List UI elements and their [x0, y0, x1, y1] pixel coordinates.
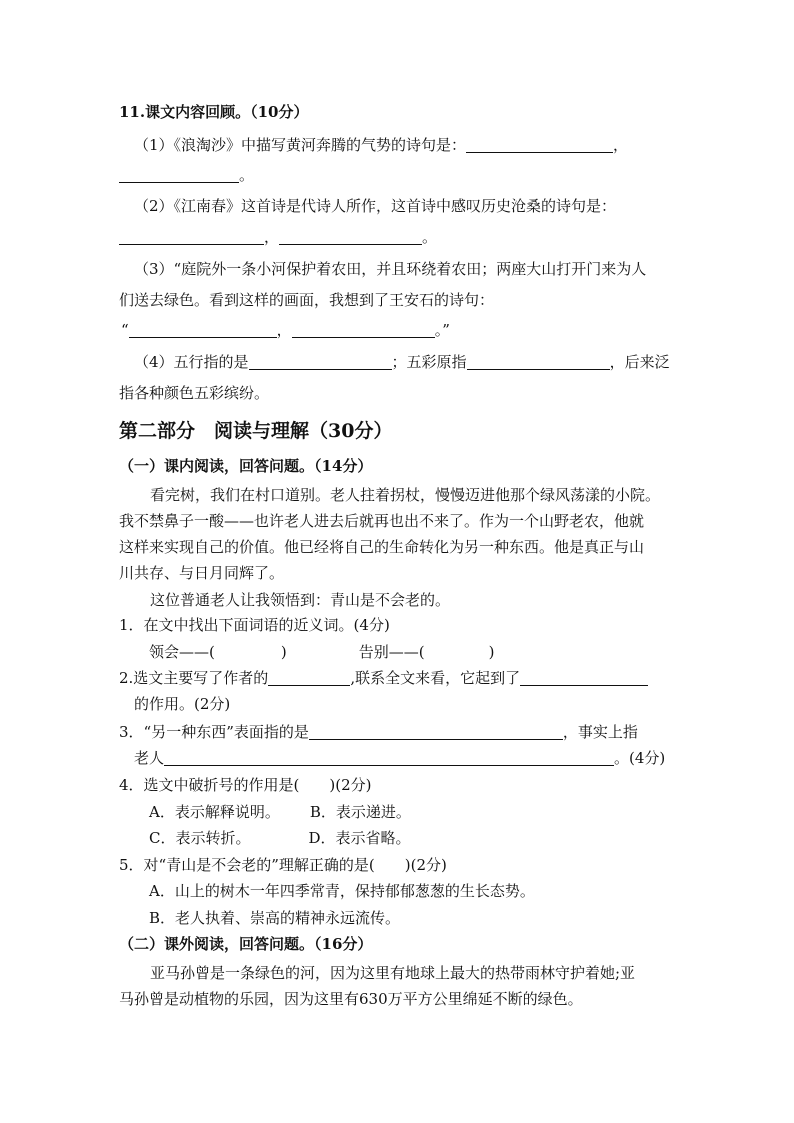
- q11-p4-text: ；五彩原指: [391, 353, 467, 371]
- q11-p2-line2: [119, 227, 437, 247]
- punct: 。: [239, 166, 255, 184]
- q11-title: 11.课文内容回顾。（10分）: [119, 103, 309, 121]
- q1-words: [149, 642, 494, 662]
- answer-blank[interactable]: [467, 353, 610, 370]
- paren: ): [488, 643, 495, 661]
- q3-line2: [134, 748, 665, 768]
- q3-text: 老人: [134, 749, 165, 767]
- q3-text: 。(4分): [614, 749, 666, 767]
- q11-p4-line1: [134, 352, 670, 372]
- sec2-title: （二）课外阅读，回答问题。（16分）: [119, 935, 373, 953]
- q4-options-row2: [149, 828, 411, 848]
- sec1-para-line: 我不禁鼻子一酸——也许老人进去后就再也出不来了。作为一个山野老农，他就: [119, 512, 645, 530]
- punct: 。: [422, 228, 438, 246]
- q1-title: 1．在文中找出下面词语的近义词。(4分): [119, 616, 390, 634]
- sec1-para-line: 看完树，我们在村口道别。老人拄着拐杖，慢慢迈进他那个绿风荡漾的小院。: [150, 486, 661, 504]
- q11-p2-line1: （2）《江南春》这首诗是代诗人所作，这首诗中感叹历史沧桑的诗句是：: [134, 197, 617, 215]
- answer-blank[interactable]: [129, 321, 277, 338]
- part2-title: 第二部分 阅读与理解（30分）: [119, 420, 393, 442]
- sec2-para-line: 亚马孙曾是一条绿色的河，因为这里有地球上最大的热带雨林守护着她;亚: [150, 964, 636, 982]
- q4-option-c[interactable]: C．表示转折。: [149, 829, 251, 847]
- sec1-title: （一）课内阅读，回答问题。（14分）: [119, 457, 373, 475]
- answer-blank[interactable]: [279, 228, 422, 245]
- answer-blank[interactable]: [309, 723, 563, 740]
- q3-line1: [119, 722, 638, 742]
- q5-title: 5．对“青山是不会老的”理解正确的是( )(2分): [119, 856, 447, 874]
- paren: ): [280, 643, 287, 661]
- answer-blank[interactable]: [119, 228, 264, 245]
- q4-options-row1: [149, 802, 411, 822]
- q5-option-a[interactable]: A．山上的树木一年四季常青，保持郁郁葱葱的生长态势。: [149, 882, 535, 900]
- answer-blank[interactable]: [249, 353, 392, 370]
- q11-p4-text: （4）五行指的是: [134, 353, 249, 371]
- answer-blank[interactable]: [292, 321, 435, 338]
- q11-p1-text: （1）《浪淘沙》中描写黄河奔腾的气势的诗句是：: [134, 136, 467, 154]
- q2-text: 2.选文主要写了作者的: [119, 669, 269, 687]
- punct: ，: [276, 321, 292, 339]
- q4-option-d[interactable]: D．表示省略。: [308, 829, 411, 847]
- q4-title: 4．选文中破折号的作用是( )(2分): [119, 776, 372, 794]
- sec1-para-line: 川共存、与日月同辉了。: [119, 564, 285, 582]
- punct: 。”: [434, 321, 450, 339]
- q11-p4-text: ，后来泛: [609, 353, 670, 371]
- sec1-para-line: 这位普通老人让我领悟到：青山是不会老的。: [150, 591, 451, 609]
- q4-option-a[interactable]: A．表示解释说明。: [149, 803, 280, 821]
- answer-blank[interactable]: [466, 136, 613, 153]
- q3-text: ，事实上指: [562, 723, 638, 741]
- punct: “: [121, 321, 129, 339]
- sec2-para-line: 马孙曾是动植物的乐园，因为这里有630万平方公里绵延不断的绿色。: [119, 990, 583, 1008]
- answer-blank[interactable]: [164, 749, 614, 766]
- q1-word2: 告别——(: [358, 643, 425, 661]
- q3-text: 3．“另一种东西”表面指的是: [119, 723, 309, 741]
- q4-option-b[interactable]: B．表示递进。: [309, 803, 411, 821]
- q11-p4-line2: 指各种颜色五彩缤纷。: [119, 384, 270, 402]
- q5-option-b[interactable]: B．老人执着、崇高的精神永远流传。: [149, 909, 401, 927]
- punct: ，: [613, 136, 629, 154]
- answer-blank[interactable]: [119, 166, 239, 183]
- q11-p3-line3: [121, 320, 450, 340]
- q2-line1: [119, 668, 648, 688]
- answer-blank[interactable]: [520, 669, 648, 686]
- q1-word1: 领会——(: [149, 643, 215, 661]
- q11-p3-line2: 们送去绿色。看到这样的画面，我想到了王安石的诗句：: [119, 291, 495, 309]
- punct: ，: [264, 228, 280, 246]
- q2-line2: 的作用。(2分): [134, 695, 231, 713]
- q11-p1-line2: [119, 165, 254, 185]
- answer-blank[interactable]: [268, 669, 350, 686]
- q11-p1-line1: [134, 135, 628, 155]
- q2-text: ,联系全文来看，它起到了: [350, 669, 521, 687]
- sec1-para-line: 这样来实现自己的价值。他已经将自己的生命转化为另一种东西。他是真正与山: [119, 538, 645, 556]
- q11-p3-line1: （3）“庭院外一条小河保护着农田，并且环绕着农田；两座大山打开门来为人: [134, 260, 647, 278]
